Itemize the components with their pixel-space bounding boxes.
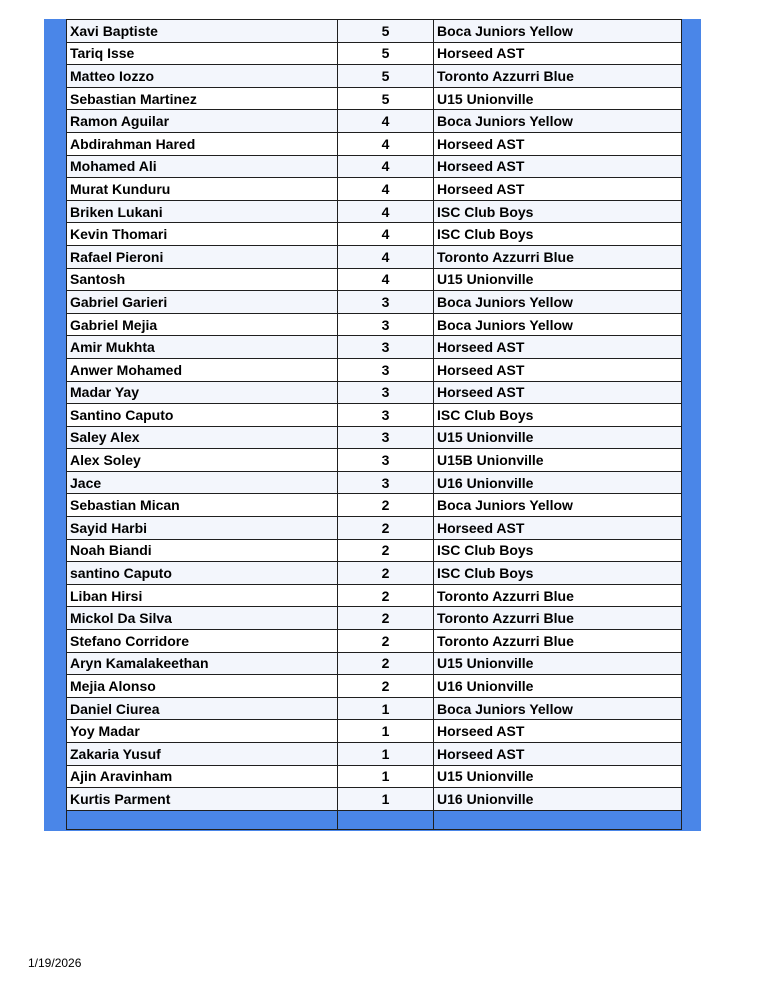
table-row (67, 720, 682, 743)
team-name-cell: U15 Unionville (434, 765, 682, 788)
team-name-cell: Boca Juniors Yellow (434, 110, 682, 133)
goals-cell: 4 (338, 110, 434, 133)
table-row (67, 358, 682, 381)
team-name-cell: Boca Juniors Yellow (434, 291, 682, 314)
team-name-cell: Boca Juniors Yellow (434, 494, 682, 517)
table-row (67, 426, 682, 449)
player-name-cell: Alex Soley (67, 449, 338, 472)
team-name-cell: U16 Unionville (434, 788, 682, 811)
goals-cell: 4 (338, 200, 434, 223)
player-name-cell: Aryn Kamalakeethan (67, 652, 338, 675)
player-name-cell: Tariq Isse (67, 42, 338, 65)
team-name-cell: Boca Juniors Yellow (434, 697, 682, 720)
player-name-cell: Yoy Madar (67, 720, 338, 743)
team-name-cell: Toronto Azzurri Blue (434, 607, 682, 630)
goals-cell: 2 (338, 630, 434, 653)
table-row (67, 381, 682, 404)
table-row (67, 697, 682, 720)
team-name-cell: U15 Unionville (434, 87, 682, 110)
player-name-cell: Anwer Mohamed (67, 358, 338, 381)
table-row (67, 65, 682, 88)
table-row (67, 200, 682, 223)
table-row (67, 155, 682, 178)
player-name-cell: Matteo Iozzo (67, 65, 338, 88)
player-name-cell: Amir Mukhta (67, 336, 338, 359)
team-name-cell: Boca Juniors Yellow (434, 20, 682, 43)
team-name-cell: Horseed AST (434, 155, 682, 178)
player-name-cell: Santosh (67, 268, 338, 291)
player-name-cell: Gabriel Garieri (67, 291, 338, 314)
table-row (67, 562, 682, 585)
table-row (67, 268, 682, 291)
team-name-cell: U15 Unionville (434, 426, 682, 449)
team-name-cell: U15B Unionville (434, 449, 682, 472)
team-name-cell: Horseed AST (434, 381, 682, 404)
goals-cell: 3 (338, 381, 434, 404)
team-name-cell: ISC Club Boys (434, 223, 682, 246)
player-name-cell: Gabriel Mejia (67, 313, 338, 336)
player-name-cell: Xavi Baptiste (67, 20, 338, 43)
goals-cell: 2 (338, 539, 434, 562)
team-name-cell: ISC Club Boys (434, 404, 682, 427)
goals-cell: 2 (338, 584, 434, 607)
goals-cell: 5 (338, 65, 434, 88)
team-name-cell: U16 Unionville (434, 471, 682, 494)
team-name-cell: Horseed AST (434, 178, 682, 201)
goals-cell: 3 (338, 449, 434, 472)
player-name-cell: Kevin Thomari (67, 223, 338, 246)
table-row (67, 42, 682, 65)
player-name-cell: Liban Hirsi (67, 584, 338, 607)
team-name-cell: Toronto Azzurri Blue (434, 584, 682, 607)
table-row (67, 336, 682, 359)
player-name-cell: santino Caputo (67, 562, 338, 585)
team-name-cell: U15 Unionville (434, 268, 682, 291)
table-row (67, 313, 682, 336)
player-name-cell: Mohamed Ali (67, 155, 338, 178)
player-name-cell: Murat Kunduru (67, 178, 338, 201)
player-name-cell: Sayid Harbi (67, 517, 338, 540)
goals-cell: 2 (338, 562, 434, 585)
player-name-cell: Saley Alex (67, 426, 338, 449)
team-name-cell: Horseed AST (434, 720, 682, 743)
team-name-cell: ISC Club Boys (434, 200, 682, 223)
table-row (67, 471, 682, 494)
empty-cell (338, 810, 434, 829)
table-row (67, 630, 682, 653)
goals-cell: 4 (338, 245, 434, 268)
team-name-cell: Horseed AST (434, 42, 682, 65)
goals-cell: 2 (338, 652, 434, 675)
goals-cell: 1 (338, 743, 434, 766)
empty-cell (67, 810, 338, 829)
table-row (67, 607, 682, 630)
table-row (67, 494, 682, 517)
goals-cell: 2 (338, 517, 434, 540)
table-row (67, 87, 682, 110)
goals-cell: 5 (338, 87, 434, 110)
goals-cell: 5 (338, 20, 434, 43)
player-name-cell: Sebastian Mican (67, 494, 338, 517)
team-name-cell: ISC Club Boys (434, 539, 682, 562)
goals-cell: 3 (338, 471, 434, 494)
player-name-cell: Santino Caputo (67, 404, 338, 427)
player-name-cell: Daniel Ciurea (67, 697, 338, 720)
player-name-cell: Jace (67, 471, 338, 494)
player-name-cell: Noah Biandi (67, 539, 338, 562)
team-name-cell: Horseed AST (434, 517, 682, 540)
player-name-cell: Abdirahman Hared (67, 132, 338, 155)
goals-cell: 3 (338, 336, 434, 359)
table-row (67, 449, 682, 472)
player-name-cell: Ajin Aravinham (67, 765, 338, 788)
player-name-cell: Rafael Pieroni (67, 245, 338, 268)
team-name-cell: Horseed AST (434, 336, 682, 359)
player-name-cell: Stefano Corridore (67, 630, 338, 653)
table-row (67, 404, 682, 427)
goals-cell: 4 (338, 178, 434, 201)
table-row (67, 652, 682, 675)
table-row (67, 245, 682, 268)
table-row (67, 223, 682, 246)
team-name-cell: Horseed AST (434, 132, 682, 155)
goals-cell: 4 (338, 155, 434, 178)
player-name-cell: Madar Yay (67, 381, 338, 404)
team-name-cell: Boca Juniors Yellow (434, 313, 682, 336)
goals-cell: 3 (338, 426, 434, 449)
goals-cell: 3 (338, 313, 434, 336)
table-row (67, 20, 682, 43)
empty-cell (434, 810, 682, 829)
table-row (67, 675, 682, 698)
player-name-cell: Ramon Aguilar (67, 110, 338, 133)
goals-cell: 1 (338, 765, 434, 788)
team-name-cell: Toronto Azzurri Blue (434, 630, 682, 653)
player-name-cell: Kurtis Parment (67, 788, 338, 811)
team-name-cell: Toronto Azzurri Blue (434, 245, 682, 268)
player-name-cell: Mickol Da Silva (67, 607, 338, 630)
goals-cell: 2 (338, 675, 434, 698)
table-row (67, 743, 682, 766)
goals-cell: 3 (338, 291, 434, 314)
goals-cell: 1 (338, 697, 434, 720)
goals-cell: 1 (338, 720, 434, 743)
table-row (67, 110, 682, 133)
goals-cell: 3 (338, 358, 434, 381)
print-date: 1/19/2026 (28, 956, 82, 970)
goals-cell: 1 (338, 788, 434, 811)
goals-cell: 3 (338, 404, 434, 427)
team-name-cell: U16 Unionville (434, 675, 682, 698)
player-name-cell: Sebastian Martinez (67, 87, 338, 110)
team-name-cell: ISC Club Boys (434, 562, 682, 585)
goals-cell: 4 (338, 223, 434, 246)
goals-cell: 2 (338, 607, 434, 630)
table-row (67, 291, 682, 314)
team-name-cell: Horseed AST (434, 358, 682, 381)
team-name-cell: Toronto Azzurri Blue (434, 65, 682, 88)
table-row (67, 765, 682, 788)
team-name-cell: U15 Unionville (434, 652, 682, 675)
goals-cell: 4 (338, 268, 434, 291)
table-row (67, 517, 682, 540)
table-row (67, 178, 682, 201)
table-row (67, 132, 682, 155)
team-name-cell: Horseed AST (434, 743, 682, 766)
table-row (67, 584, 682, 607)
table-row (67, 539, 682, 562)
table-body (67, 20, 682, 830)
empty-footer-row (67, 810, 682, 829)
table-row (67, 788, 682, 811)
goals-cell: 5 (338, 42, 434, 65)
player-name-cell: Mejia Alonso (67, 675, 338, 698)
player-name-cell: Zakaria Yusuf (67, 743, 338, 766)
scorers-table (66, 19, 682, 830)
goals-cell: 4 (338, 132, 434, 155)
player-name-cell: Briken Lukani (67, 200, 338, 223)
goals-cell: 2 (338, 494, 434, 517)
